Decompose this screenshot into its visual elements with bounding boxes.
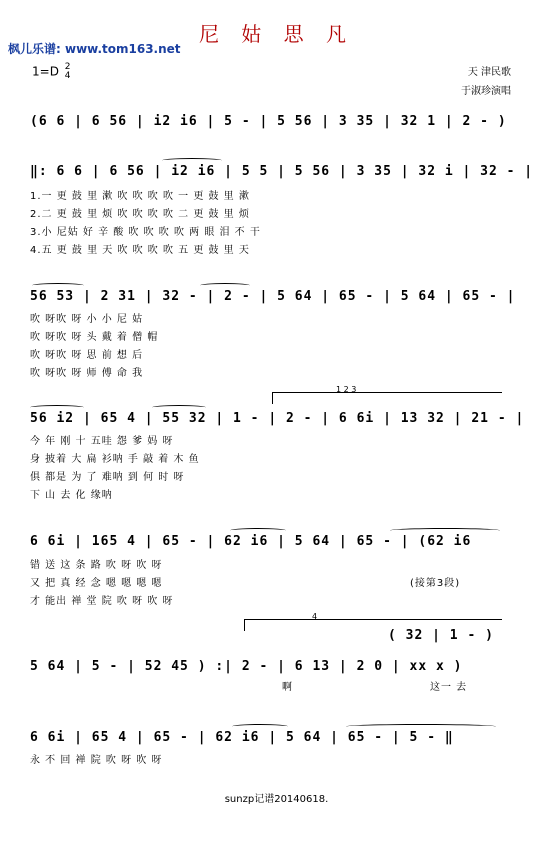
time-bottom: 4 [64, 71, 71, 81]
tie-mark [152, 405, 206, 410]
system7-lyrics: 永 不 回 禅 院 吹 呀 吹 呀 [30, 755, 163, 766]
site-label: 枫儿乐谱: www.tom163.net [8, 42, 181, 56]
volta-label: 4 [312, 612, 318, 621]
system5-verse3: 才 能出 禅 堂 院 吹 呀 吹 呀 [30, 596, 174, 607]
system2-verse4: 4.五 更 鼓 里 天 吹 吹 吹 吹 五 更 鼓 里 天 [30, 245, 250, 256]
system2-verse2: 2.二 更 鼓 里 烦 吹 吹 吹 吹 二 更 鼓 里 烦 [30, 209, 250, 220]
system2-notation: ‖: 6 6 | 6 56 | i2 i6 | 5 5 | 5 56 | 3 35 | 32 i | 32 - | [30, 164, 534, 179]
system4-verse3: 俱 都是 为 了 难呐 到 何 时 呀 [30, 472, 185, 483]
volta-bracket-edge [244, 619, 245, 631]
tie-mark [390, 528, 500, 533]
tie-mark [346, 724, 496, 729]
volta-bracket-line [272, 392, 502, 393]
tie-mark [230, 528, 286, 533]
system2-verse3: 3.小 尼姑 好 辛 酸 吹 吹 吹 吹 两 眼 泪 不 干 [30, 227, 261, 238]
system7-notation: 6 6i | 65 4 | 65 - | 62 i6 | 5 64 | 65 - | 5 - ‖ [30, 730, 454, 745]
continue-note: (接第3段) [410, 578, 461, 589]
genre-label: 天 津民歌 [467, 67, 511, 78]
system3-notation: 56 53 | 2 31 | 32 - | 2 - | 5 64 | 65 - | 5 64 | 65 - | [30, 289, 516, 304]
system3-verse3: 吹 呀吹 呀 思 前 想 后 [30, 350, 144, 361]
intro-notation: (6 6 | 6 56 | i2 i6 | 5 - | 5 56 | 3 35 | 32 1 | 2 - ) [30, 114, 507, 129]
tie-mark [30, 405, 84, 410]
time-top: 2 [64, 62, 71, 72]
system5-verse2: 又 把 真 经 念 嗯 嗯 嗯 嗯 [30, 578, 163, 589]
system4-notation: 56 i2 | 65 4 | 55 32 | 1 - | 2 - | 6 6i | 13 32 | 21 - | [30, 411, 525, 426]
tie-mark [232, 724, 288, 729]
tie-mark [162, 158, 222, 163]
system5-verse1: 错 送 这 条 路 吹 呀 吹 呀 [30, 560, 163, 571]
system6-upper-notation: ( 32 | 1 - ) [388, 628, 494, 643]
volta-label: 1 2 3 [336, 385, 357, 394]
tie-mark [200, 283, 250, 288]
system6-lyric-b: 这一 去 [430, 682, 468, 693]
system5-notation: 6 6i | 165 4 | 65 - | 62 i6 | 5 64 | 65 - | (62 i6 [30, 534, 472, 549]
system4-verse2: 身 披着 大 扁 衫呐 手 敲 着 木 鱼 [30, 454, 200, 465]
system3-verse2: 吹 呀吹 呀 头 戴 着 僧 帽 [30, 332, 159, 343]
system2-verse1: 1.一 更 鼓 里 漱 吹 吹 吹 吹 一 更 鼓 里 漱 [30, 191, 250, 202]
performer-label: 于淑珍演唱 [461, 86, 511, 97]
system4-verse1: 今 年 刚 十 五哇 怨 爹 妈 呀 [30, 436, 174, 447]
system4-verse4: 下 山 去 化 缘呐 [30, 490, 113, 501]
system3-verse4: 吹 呀吹 呀 师 傅 命 我 [30, 368, 144, 379]
system3-verse1: 吹 呀吹 呀 小 小 尼 姑 [30, 314, 144, 325]
volta-bracket-edge [272, 392, 273, 404]
key-signature [32, 63, 71, 81]
tie-mark [32, 283, 84, 288]
song-title: 尼 姑 思 凡 [198, 22, 355, 46]
volta-bracket-line [244, 619, 502, 620]
credit-label: sunzp记谱20140618. [224, 794, 329, 805]
system6-lyric-a: 啊 [282, 682, 293, 693]
key-label: 1=D [32, 64, 59, 79]
system6-notation: 5 64 | 5 - | 52 45 ) :| 2 - | 6 13 | 2 0 | xx x ) [30, 659, 463, 674]
time-signature [65, 63, 71, 81]
